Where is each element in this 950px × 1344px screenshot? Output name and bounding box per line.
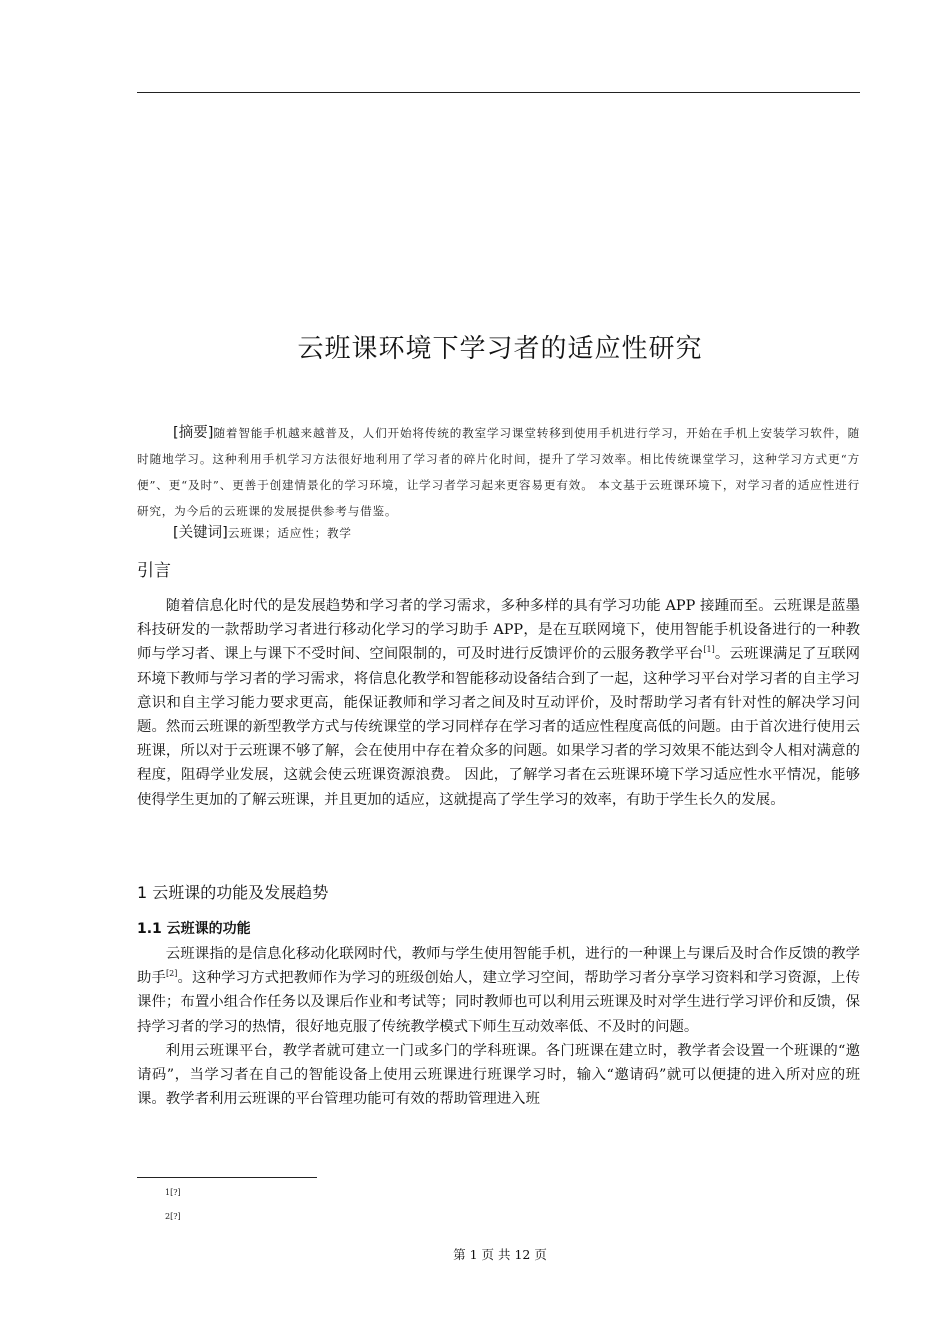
paper-title: 云班课环境下学习者的适应性研究 bbox=[297, 334, 703, 364]
footnote-rule bbox=[137, 1177, 317, 1178]
citation-2: [2] bbox=[166, 969, 178, 979]
intro-body bbox=[137, 594, 860, 812]
intro-text-b: 。云班课满足了互联网环境下教师与学习者的学习需求，将信息化教学和智能移动设备结合到了一起，这种学习平台对学习者的自主学习意识和自主学习能力要求更高，能保证教师和学习者之间及时互动评价，及时帮助学习者有针对性的解决学习问题。然而云班课的新型教学方式与传统课堂的学习同样存在学习者的适应性程度高低的问题。由于首次进行使用云班课，所以对于云班课不够了解，会在使用中存在着众多的问题。如果学习者的学习效果不能达到令人相对满意的程度，阻碍学业发展，这就会使云班课资源浪费。 因此，了解学习者在云班课环境下学习适应性水平情况，能够使得学生更加的了解云班课，并且更加的适应，这就提高了学生学习的效率，有助于学生长久的发展。 bbox=[137, 646, 860, 808]
footnote-1: 1[?] bbox=[165, 1188, 181, 1197]
abstract bbox=[137, 420, 860, 524]
footnote-2: 2[?] bbox=[165, 1212, 181, 1221]
abstract-label: [摘要] bbox=[173, 425, 214, 441]
keywords bbox=[137, 520, 860, 546]
section1-1-text-b: 。这种学习方式把教师作为学习的班级创始人，建立学习空间，帮助学习者分享学习资料和学习资源，上传课件；布置小组合作任务以及课后作业和考试等；同时教师也可以利用云班课及时对学生进行学习评价和反馈，保持学习者的学习的热情，很好地克服了传统教学模式下师生互动效率低、不及时的问题。 bbox=[137, 970, 860, 1035]
citation-1: [1] bbox=[703, 645, 715, 655]
section1-1-heading: 1.1 云班课的功能 bbox=[137, 921, 251, 937]
section1-heading: 1 云班课的功能及发展趋势 bbox=[137, 883, 329, 902]
abstract-text: 随着智能手机越来越普及，人们开始将传统的教室学习课堂转移到使用手机进行学习，开始在手机上安装学习软件，随时随地学习。这种利用手机学习方法很好地利用了学习者的碎片化时间，提升了学习效率。相比传统课堂学习，这种学习方式更“方便”、更“及时”、更善于创建情景化的学习环境，让学习者学习起来更容易更有效。 本文基于云班课环境下，对学习者的适应性进行研究，为今后的云班课的发展提供参考与借鉴。 bbox=[137, 426, 860, 518]
intro-heading: 引言 bbox=[137, 561, 171, 581]
section1-1-body bbox=[137, 942, 860, 1111]
section1-1-paragraph-2: 利用云班课平台，教学者就可建立一门或多门的学科班课。各门班课在建立时，教学者会设置一个班课的“邀请码”，当学习者在自己的智能设备上使用云班课进行班课学习时，输入“邀请码”就可以便捷的进入所对应的班课。教学者利用云班课的平台管理功能可有效的帮助管理进入班 bbox=[137, 1042, 860, 1108]
intro-text-a: 随着信息化时代的是发展趋势和学习者的学习需求，多种多样的具有学习功能 APP 接踵而至。云班课是蓝墨科技研发的一款帮助学习者进行移动化学习的学习助手 APP，是在互联网境下，使用智能手机设备进行的一种教师与学习者、课上与课下不受时间、空间限制的，可及时进行反馈评价的云服务教学平台 bbox=[137, 598, 860, 663]
section1-1-text-a: 云班课指的是信息化移动化联网时代，教师与学生使用智能手机，进行的一种课上与课后及时合作反馈的教学助手 bbox=[137, 946, 860, 987]
keywords-text: 云班课；适应性；教学 bbox=[227, 526, 352, 540]
page-number: 第 1 页 共 12 页 bbox=[453, 1247, 547, 1262]
intro-paragraph bbox=[137, 594, 860, 812]
header-rule bbox=[137, 92, 860, 93]
keywords-label: [关键词] bbox=[173, 525, 228, 541]
section1-1-paragraph-1 bbox=[137, 942, 860, 1039]
